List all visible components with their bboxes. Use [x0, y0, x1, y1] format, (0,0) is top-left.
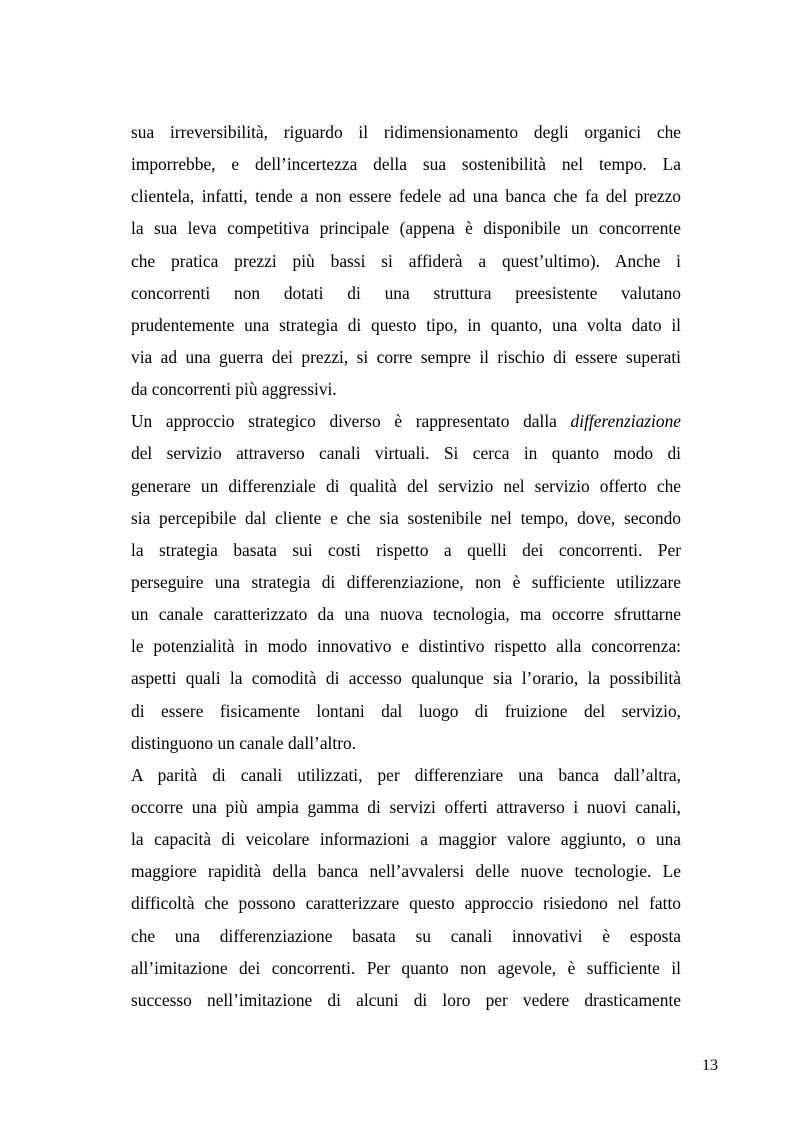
text-line-24: maggiore rapidità della banca nell’avvalersi delle nuove tecnologie. Le — [131, 861, 681, 882]
text-line-14: la strategia basata sui costi rispetto a quelli dei concorrenti. Per — [131, 539, 681, 560]
text-line-27: all’imitazione dei concorrenti. Per quanto non agevole, è sufficiente il — [131, 957, 681, 978]
text-line-2: imporrebbe, e dell’incertezza della sua sostenibilità nel tempo. La — [131, 154, 681, 175]
text-line-10 — [131, 405, 681, 437]
text-line-7: prudentemente una strategia di questo tipo, in quanto, una volta dato il — [131, 314, 681, 335]
text-line-21: A parità di canali utilizzati, per differenziare una banca dall’altra, — [131, 764, 681, 785]
text-line-22: occorre una più ampia gamma di servizi offerti attraverso i nuovi canali, — [131, 796, 681, 817]
text-line-20: distinguono un canale dall’altro. — [131, 732, 357, 753]
text-line-26: che una differenziazione basata su canali innovativi è esposta — [131, 925, 681, 946]
text-line-17: le potenzialità in modo innovativo e distintivo rispetto alla concorrenza: — [131, 636, 681, 657]
text-line-18: aspetti quali la comodità di accesso qualunque sia l’orario, la possibilità — [131, 668, 681, 689]
text-line-4: la sua leva competitiva principale (appena è disponibile un concorrente — [131, 218, 681, 239]
text-line-6: concorrenti non dotati di una struttura preesistente valutano — [131, 282, 681, 303]
text-line-11: del servizio attraverso canali virtuali. Si cerca in quanto modo di — [131, 443, 681, 464]
text-line-16: un canale caratterizzato da una nuova tecnologia, ma occorre sfruttarne — [131, 604, 681, 625]
text-line-9: da concorrenti più aggressivi. — [131, 379, 337, 400]
text-line-3: clientela, infatti, tende a non essere fedele ad una banca che fa del prezzo — [131, 186, 681, 207]
text-line-8: via ad una guerra dei prezzi, si corre sempre il rischio di essere superati — [131, 346, 681, 367]
body-text — [131, 116, 681, 1016]
text-line-23: la capacità di veicolare informazioni a maggior valore aggiunto, o una — [131, 829, 681, 850]
text-line-12: generare un differenziale di qualità del servizio nel servizio offerto che — [131, 475, 681, 496]
text-line-10-start: Un approccio strategico diverso è rappresentato dalla — [131, 411, 571, 432]
text-line-1: sua irreversibilità, riguardo il ridimensionamento degli organici che — [131, 122, 681, 142]
text-line-25: difficoltà che possono caratterizzare questo approccio risiedono nel fatto — [131, 893, 681, 914]
text-line-15: perseguire una strategia di differenziazione, non è sufficiente utilizzare — [131, 571, 681, 592]
text-line-19: di essere fisicamente lontani dal luogo di fruizione del servizio, — [131, 700, 681, 721]
text-line-13: sia percepibile dal cliente e che sia sostenibile nel tempo, dove, secondo — [131, 507, 681, 528]
text-line-28: successo nell’imitazione di alcuni di loro per vedere drasticamente — [131, 989, 681, 1010]
emphasized-term: differenziazione — [570, 411, 681, 432]
text-line-5: che pratica prezzi più bassi si affiderà a quest’ultimo). Anche i — [131, 250, 681, 271]
page-number: 13 — [702, 1057, 718, 1074]
